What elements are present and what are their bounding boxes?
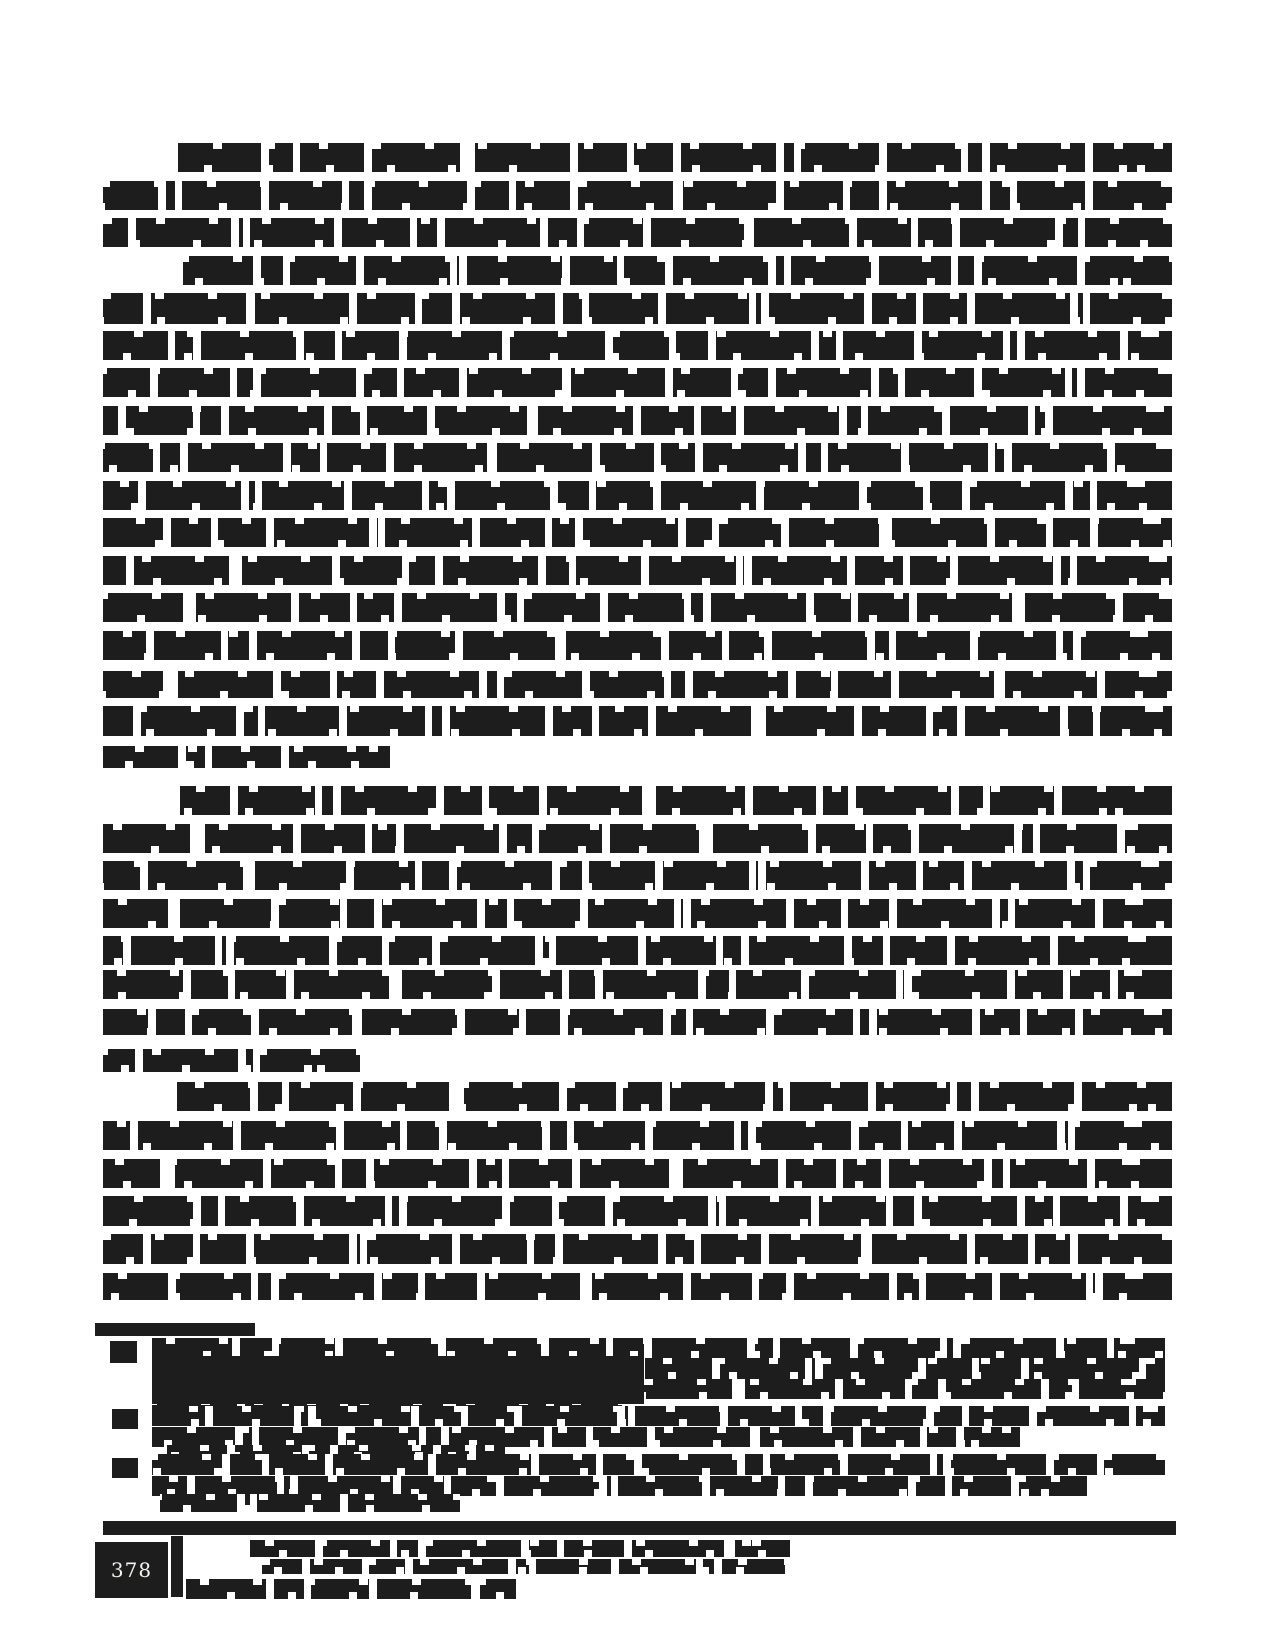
redacted-block: [103, 1521, 1176, 1535]
redacted-block: [95, 1323, 255, 1336]
redacted-text-line: [103, 368, 1172, 397]
redacted-text-line: [103, 1159, 1172, 1188]
redacted-block: [112, 1409, 138, 1429]
redacted-text-line: [186, 1579, 516, 1599]
redacted-block: [112, 1458, 138, 1478]
redacted-text-line: [103, 1049, 360, 1072]
redacted-text-line: [103, 861, 1172, 890]
redacted-text-line: [103, 331, 1172, 360]
redacted-text-line: [103, 1273, 1172, 1300]
redacted-block: [110, 1341, 137, 1363]
redacted-text-line: [103, 1196, 1172, 1226]
redacted-text-line: [177, 1082, 1172, 1111]
redacted-text-line: [103, 899, 1172, 928]
redacted-text-line: [152, 1338, 1165, 1358]
redacted-text-line: [178, 143, 1172, 172]
redacted-text-line: [103, 481, 1172, 510]
redacted-text-line: [103, 631, 1172, 660]
redacted-text-line: [103, 181, 1172, 210]
redacted-block: [171, 1536, 183, 1597]
redacted-text-line: [152, 1476, 1087, 1496]
redacted-text-line: [103, 1234, 1172, 1264]
redacted-text-line: [103, 443, 1172, 472]
redacted-text-line: [160, 1494, 460, 1512]
redacted-text-line: [152, 1454, 1165, 1475]
redacted-text-line: [103, 1121, 1172, 1150]
redacted-text-line: [103, 936, 1172, 965]
redacted-text-line: [103, 746, 390, 768]
redacted-text-line: [152, 1427, 1020, 1447]
redacted-text-line: [103, 593, 1172, 622]
redacted-text-line: [103, 824, 1172, 853]
redacted-text-line: [103, 293, 1172, 324]
redacted-text-line: [103, 556, 1172, 585]
redacted-block: [152, 1356, 644, 1404]
redacted-text-line: [103, 970, 1172, 999]
redacted-text-line: [103, 1009, 1172, 1035]
page-number: 378: [110, 1558, 153, 1582]
redacted-text-line: [183, 256, 1172, 285]
redacted-text-line: [103, 518, 1172, 547]
redacted-text-line: [103, 218, 1172, 247]
redacted-text-line: [180, 786, 1172, 815]
redacted-text-line: [103, 671, 1172, 698]
redacted-text-line: [152, 1406, 1165, 1426]
page-number-box: [95, 1542, 168, 1598]
redacted-text-line: [262, 1559, 785, 1574]
redacted-text-line: [103, 406, 1172, 435]
redacted-text-line: [103, 706, 1172, 736]
redacted-text-line: [250, 1540, 790, 1557]
